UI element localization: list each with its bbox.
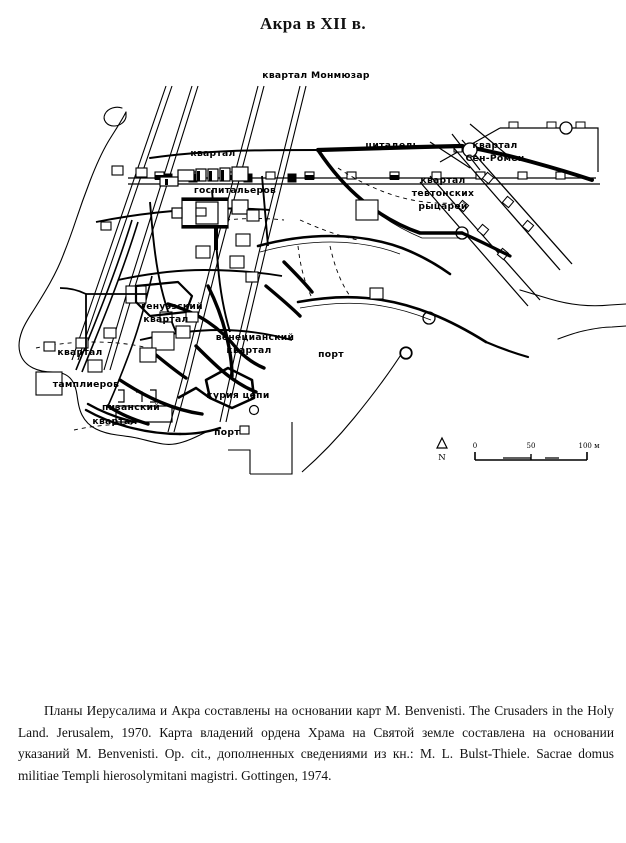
label-teutonic-2: тевтонских [411,188,475,199]
figure-caption [18,700,614,786]
label-venetian-1: венецианский [215,332,295,343]
label-chain-court: курия цепи [206,390,270,401]
label-venetian-2: квартал [226,345,272,356]
label-saint-romain-2: Сен-Ромен [465,153,525,164]
acre-city-map [0,50,626,480]
label-port-south: порт [214,427,240,438]
label-templar-2: тамплиеров [52,379,120,390]
label-teutonic-1: квартал [420,175,466,186]
map-figure [0,50,626,480]
label-saint-romain-1: квартал [472,140,518,151]
label-monmusard: квартал Монмюзар [262,70,370,81]
scale-tick-50: 50 [526,442,536,450]
compass-north-label: N [438,453,446,463]
page-title: Акра в XII в. [259,14,367,33]
label-hospitaller-1: квартал [190,148,236,159]
scale-tick-0: 0 [472,442,478,450]
scale-tick-100: 100 м [578,442,600,450]
label-citadel: цитадель [365,140,419,151]
label-pisan-1: пизанский [102,402,160,413]
label-hospitaller-2: госпитальеров [193,185,277,196]
label-pisan-2: квартал [92,416,138,427]
label-genoese-1: генуэзский [141,301,203,312]
caption-text: Планы Иерусалима и Акра составлены на основании карт M. Benvenisti. The Crusaders in the Holy Land. Jerusalem, 1970. Карта владений ордена Храма на Святой земле составлена на основании указаний M. Benvenisti. Op. cit., дополненных сведениями из кн.: M. L. Bulst-Thiele. Sacrae domus militiae Templi hierosolymitani magistri. Gottingen, 1974. [18,703,614,783]
label-port-north: порт [318,349,344,360]
label-templar-1: квартал [57,347,103,358]
label-teutonic-3: рыцарей [418,201,468,212]
label-genoese-2: квартал [143,314,189,325]
